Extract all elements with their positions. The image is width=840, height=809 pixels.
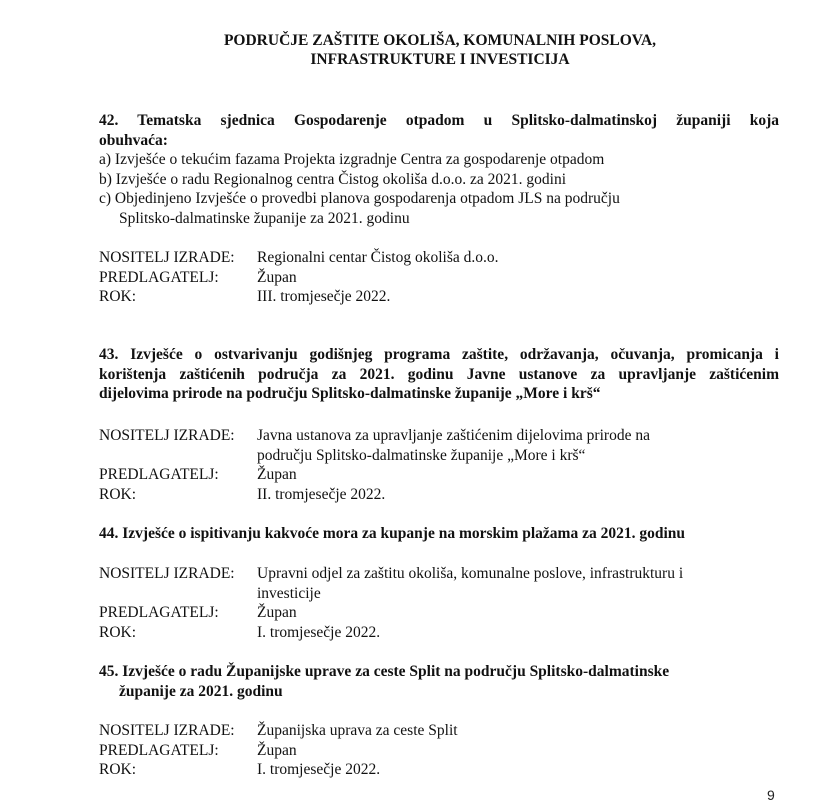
nositelj-label: NOSITELJ IZRADE: [99, 565, 235, 582]
subitem-continuation: Splitsko-dalmatinske županije za 2021. godinu [119, 209, 410, 227]
item-title [99, 662, 779, 701]
item-title-line: županije za 2021. godinu [119, 682, 283, 700]
rok-value: III. tromjesečje 2022. [257, 288, 391, 306]
item-title-line: dijelovima prirode na području Splitsko-dalmatinske županije „More i krš“ [99, 385, 601, 403]
agenda-item-42 [99, 111, 779, 229]
nositelj-label: NOSITELJ IZRADE: [99, 427, 235, 444]
section-heading-line: INFRASTRUKTURE I INVESTICIJA [310, 51, 570, 68]
agenda-item-44 [99, 524, 779, 544]
nositelj-row [99, 248, 789, 268]
nositelj-value: Županijska uprava za ceste Split [257, 722, 458, 739]
item-title-line: 43. Izvješće o ostvarivanju godišnjeg programa zaštite, održavanja, očuvanja, promicanja i [99, 346, 779, 363]
agenda-item-43 [99, 345, 779, 404]
item-title-line: korištenja zaštićenih područja za 2021. godinu Javne ustanove za upravljanje zaštićenim [99, 365, 779, 383]
rok-value: I. tromjesečje 2022. [257, 761, 381, 779]
item-title-line: 42. Tematska sjednica Gospodarenje otpadom u Splitsko-dalmatinskoj županiji koja [99, 112, 779, 129]
predlagatelj-value: Župan [257, 741, 297, 759]
nositelj-value-line: Javna ustanova za upravljanje zaštićenim dijelovima prirode na [257, 427, 650, 444]
predlagatelj-row [99, 268, 789, 288]
item-title-line: 45. Izvješće o radu Županijske uprave za ceste Split na području Splitsko-dalmatinske [99, 663, 670, 680]
nositelj-value-line: području Splitsko-dalmatinske županije „More i krš“ [257, 446, 586, 464]
nositelj-row [99, 426, 789, 465]
rok-value: I. tromjesečje 2022. [257, 623, 381, 641]
rok-label: ROK: [99, 623, 137, 641]
item-45-meta [99, 721, 789, 780]
nositelj-label: NOSITELJ IZRADE: [99, 249, 235, 266]
item-42-meta [99, 248, 789, 307]
rok-value: II. tromjesečje 2022. [257, 485, 386, 503]
nositelj-value [257, 426, 650, 465]
nositelj-value [257, 564, 683, 603]
nositelj-value: Regionalni centar Čistog okoliša d.o.o. [257, 249, 499, 266]
rok-row [99, 623, 789, 643]
agenda-item-45 [99, 662, 779, 701]
subitem: b) Izvješće o radu Regionalnog centra Čistog okoliša d.o.o. za 2021. godini [99, 170, 567, 188]
item-44-meta [99, 564, 789, 642]
predlagatelj-label: PREDLAGATELJ: [99, 466, 219, 484]
predlagatelj-value: Župan [257, 604, 297, 622]
predlagatelj-label: PREDLAGATELJ: [99, 604, 219, 622]
item-title [99, 111, 779, 150]
rok-row [99, 760, 789, 780]
nositelj-label: NOSITELJ IZRADE: [99, 722, 235, 739]
section-heading [100, 31, 780, 69]
predlagatelj-value: Župan [257, 466, 297, 484]
predlagatelj-label: PREDLAGATELJ: [99, 268, 219, 286]
item-title-line: 44. Izvješće o ispitivanju kakvoće mora za kupanje na morskim plažama za 2021. godinu [99, 525, 685, 542]
nositelj-value-line: Upravni odjel za zaštitu okoliša, komunalne poslove, infrastrukturu i [257, 565, 684, 582]
item-43-meta [99, 426, 789, 504]
nositelj-value-line: investicije [257, 584, 321, 602]
rok-label: ROK: [99, 288, 137, 306]
item-title [99, 345, 779, 404]
item-title [99, 524, 779, 544]
predlagatelj-row [99, 465, 789, 485]
predlagatelj-row [99, 603, 789, 623]
nositelj-row [99, 721, 789, 741]
rok-row [99, 485, 789, 505]
nositelj-row [99, 564, 789, 603]
page-number: 9 [767, 787, 775, 803]
subitem: a) Izvješće o tekućim fazama Projekta izgradnje Centra za gospodarenje otpadom [99, 151, 605, 169]
rok-label: ROK: [99, 485, 137, 503]
rok-row [99, 287, 789, 307]
section-heading-line: PODRUČJE ZAŠTITE OKOLIŠA, KOMUNALNIH POSLOVA, [223, 32, 657, 49]
predlagatelj-row [99, 741, 789, 761]
subitem: c) Objedinjeno Izvješće o provedbi planova gospodarenja otpadom JLS na području [99, 190, 620, 208]
predlagatelj-label: PREDLAGATELJ: [99, 741, 219, 759]
item-title-line: obuhvaća: [99, 131, 168, 149]
rok-label: ROK: [99, 761, 137, 779]
predlagatelj-value: Župan [257, 268, 297, 286]
